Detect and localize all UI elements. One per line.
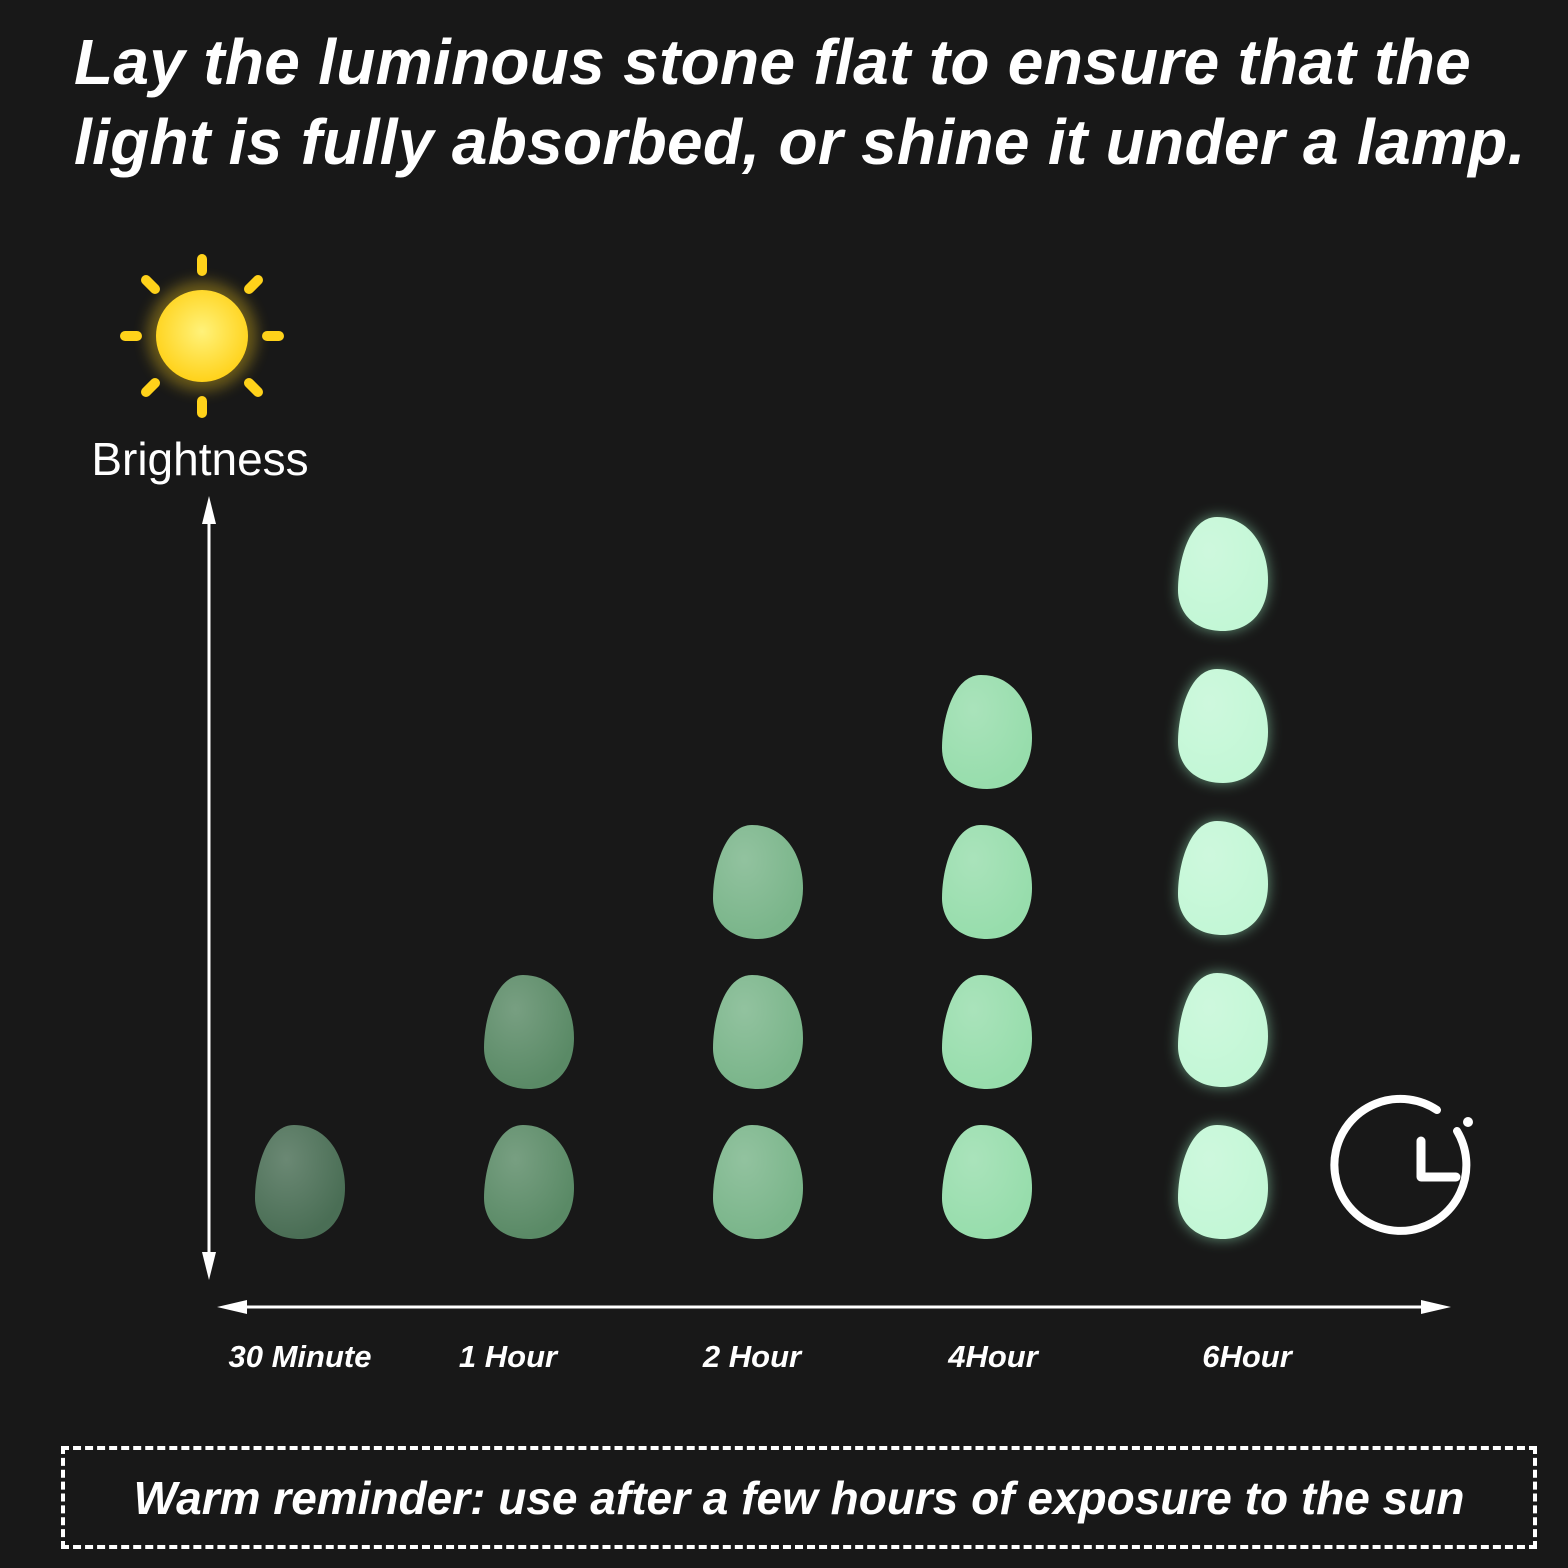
warm-reminder-box (61, 1446, 1537, 1549)
stone-4-2 (942, 975, 1032, 1089)
headline-line-2: light is fully absorbed, or shine it under a lamp. (74, 106, 1526, 178)
stone-4-3 (942, 825, 1032, 939)
stone-marks (255, 517, 1268, 1239)
clock-icon (1334, 1099, 1473, 1231)
stone-3-1 (713, 1125, 803, 1239)
stone-2-1 (484, 1125, 574, 1239)
warm-reminder-text: Warm reminder: use after a few hours of exposure to the sun (133, 1471, 1465, 1524)
stone-4-1 (942, 1125, 1032, 1239)
x-tick-labels (229, 1339, 1294, 1374)
x-tick-label-3: 2 Hour (702, 1339, 802, 1374)
stone-3-3 (713, 825, 803, 939)
headline-line-1: Lay the luminous stone flat to ensure that the (74, 26, 1472, 98)
y-axis (202, 496, 216, 1280)
x-tick-label-1: 30 Minute (228, 1339, 372, 1374)
stone-1-1 (255, 1125, 345, 1239)
stone-5-3 (1178, 821, 1268, 935)
x-tick-label-4: 4Hour (948, 1339, 1038, 1374)
stone-4-4 (942, 675, 1032, 789)
stone-5-5 (1178, 517, 1268, 631)
x-axis (217, 1300, 1451, 1314)
x-tick-label-2: 1 Hour (458, 1339, 558, 1374)
stone-5-2 (1178, 973, 1268, 1087)
stone-5-4 (1178, 669, 1268, 783)
y-axis-label: Brightness (91, 433, 309, 485)
stone-5-1 (1178, 1125, 1268, 1239)
x-tick-label-5: 6Hour (1202, 1339, 1292, 1374)
stone-2-2 (484, 975, 574, 1089)
sun-icon (125, 259, 279, 413)
stone-3-2 (713, 975, 803, 1089)
